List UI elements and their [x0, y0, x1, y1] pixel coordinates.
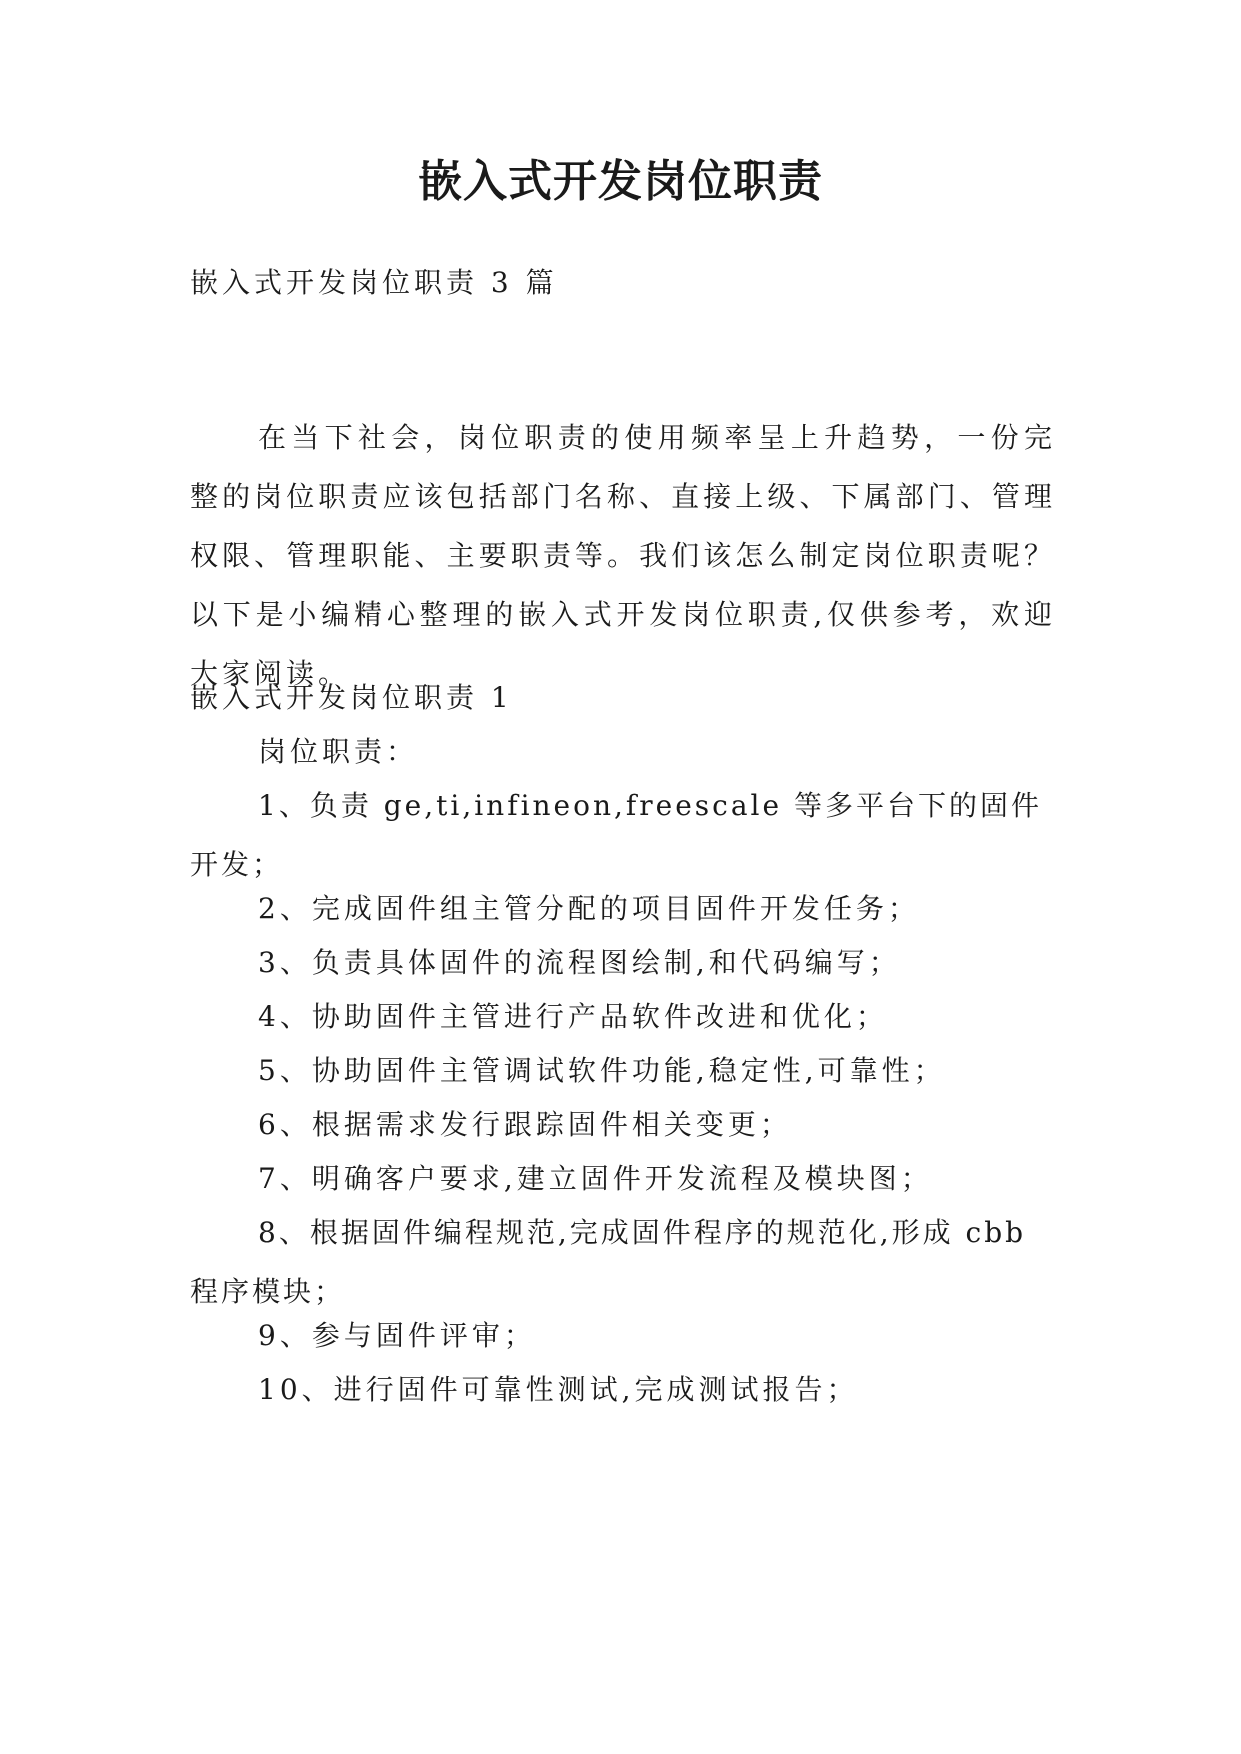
duty-item-6: 6、根据需求发行跟踪固件相关变更； [258, 1108, 792, 1141]
duty-item-1: 1、负责 ge,ti,infineon,freescale 等多平台下的固件开发； [190, 789, 1042, 881]
duty-item-7: 7、明确客户要求,建立固件开发流程及模块图； [258, 1162, 933, 1195]
document-subtitle: 嵌入式开发岗位职责 3 篇 [190, 266, 558, 299]
duty-item-8: 8、根据固件编程规范,完成固件程序的规范化,形成 cbb 程序模块； [190, 1216, 1027, 1308]
intro-paragraph: 在当下社会，岗位职责的使用频率呈上升趋势，一份完整的岗位职责应该包括部门名称、直接上级、下属部门、管理权限、管理职能、主要职责等。我们该怎么制定岗位职责呢？以下是小编精心整理的嵌入式开发岗位职责,仅供参考，欢迎大家阅读。 [190, 421, 1056, 690]
duties-label: 岗位职责： [258, 735, 419, 768]
section-heading: 嵌入式开发岗位职责 1 [190, 681, 513, 714]
duty-item-3: 3、负责具体固件的流程图绘制,和代码编写； [258, 946, 901, 979]
document-title: 嵌入式开发岗位职责 [418, 156, 823, 207]
duty-item-9: 9、参与固件评审； [258, 1319, 536, 1352]
duty-item-2: 2、完成固件组主管分配的项目固件开发任务； [258, 892, 920, 925]
duty-item-4: 4、协助固件主管进行产品软件改进和优化； [258, 1000, 888, 1033]
duty-item-5: 5、协助固件主管调试软件功能,稳定性,可靠性； [258, 1054, 946, 1087]
duty-item-10: 10、进行固件可靠性测试,完成测试报告； [258, 1373, 859, 1406]
